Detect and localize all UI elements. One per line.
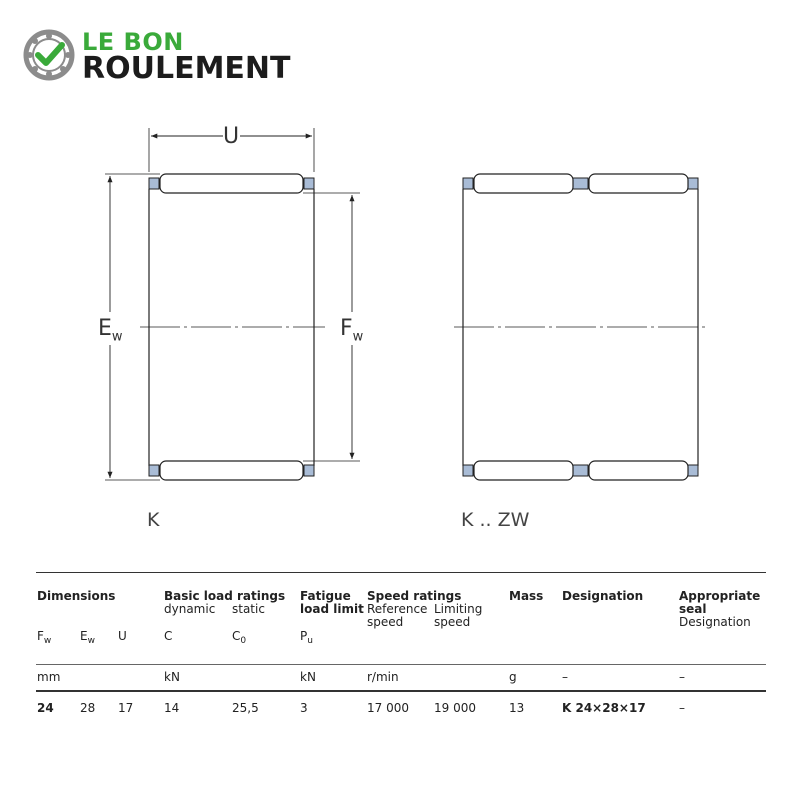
header-speed-ratings: Speed ratings <box>367 589 462 603</box>
symbol-pu: $P_u$ <box>300 629 313 646</box>
unit-kn-load: kN <box>164 670 180 684</box>
symbol-c: C <box>164 629 173 643</box>
logo-text-line2: ROULEMENT <box>82 51 291 86</box>
table-units-rule <box>36 690 766 692</box>
cell-lim-speed: 19 000 <box>434 701 476 715</box>
dim-label-ew: $E_w$ <box>98 316 123 345</box>
header-speed-ref-1: Reference <box>367 602 428 616</box>
specification-table <box>36 572 766 732</box>
unit-seal-dash: – <box>679 670 685 684</box>
cell-c0: 25,5 <box>232 701 259 715</box>
symbol-fw: $F_w$ <box>37 629 52 646</box>
header-mass: Mass <box>509 589 544 603</box>
header-fatigue-2: load limit <box>300 602 364 616</box>
unit-rmin: r/min <box>367 670 399 684</box>
table-mid-rule <box>36 664 766 665</box>
unit-designation-dash: – <box>562 670 568 684</box>
cell-c: 14 <box>164 701 180 715</box>
bearing-k-drawing <box>105 128 360 480</box>
header-load-static: static <box>232 602 265 616</box>
header-fatigue-1: Fatigue <box>300 589 351 603</box>
cell-designation: K 24×28×17 <box>562 701 646 715</box>
symbol-ew: $E_w$ <box>80 629 95 646</box>
cell-pu: 3 <box>300 701 308 715</box>
cell-u: 17 <box>118 701 134 715</box>
header-load-dynamic: dynamic <box>164 602 216 616</box>
header-speed-lim-2: speed <box>434 615 471 629</box>
unit-kn-fatigue: kN <box>300 670 316 684</box>
symbol-u: U <box>118 629 127 643</box>
header-seal-2: seal <box>679 602 707 616</box>
cell-seal: – <box>679 701 685 715</box>
header-speed-lim-1: Limiting <box>434 602 483 616</box>
header-load-ratings: Basic load ratings <box>164 589 286 603</box>
unit-g: g <box>509 670 517 684</box>
caption-k: K <box>147 509 160 531</box>
header-dimensions: Dimensions <box>37 589 116 603</box>
symbol-c0: $C_0$ <box>232 629 247 646</box>
logo-text-line1: LE BON <box>82 28 184 56</box>
cell-mass: 13 <box>509 701 525 715</box>
cell-fw: 24 <box>37 701 54 715</box>
header-designation: Designation <box>562 589 644 603</box>
table-top-rule <box>36 572 766 573</box>
caption-kzw: K .. ZW <box>461 509 530 531</box>
bearing-kzw-drawing <box>454 174 708 480</box>
dim-label-u: U <box>223 124 240 149</box>
cell-ew: 28 <box>80 701 96 715</box>
cell-ref-speed: 17 000 <box>367 701 409 715</box>
header-seal-3: Designation <box>679 615 751 629</box>
header-seal-1: Appropriate <box>679 589 761 603</box>
header-speed-ref-2: speed <box>367 615 404 629</box>
dim-label-fw: $F_w$ <box>340 316 364 345</box>
unit-mm: mm <box>37 670 61 684</box>
